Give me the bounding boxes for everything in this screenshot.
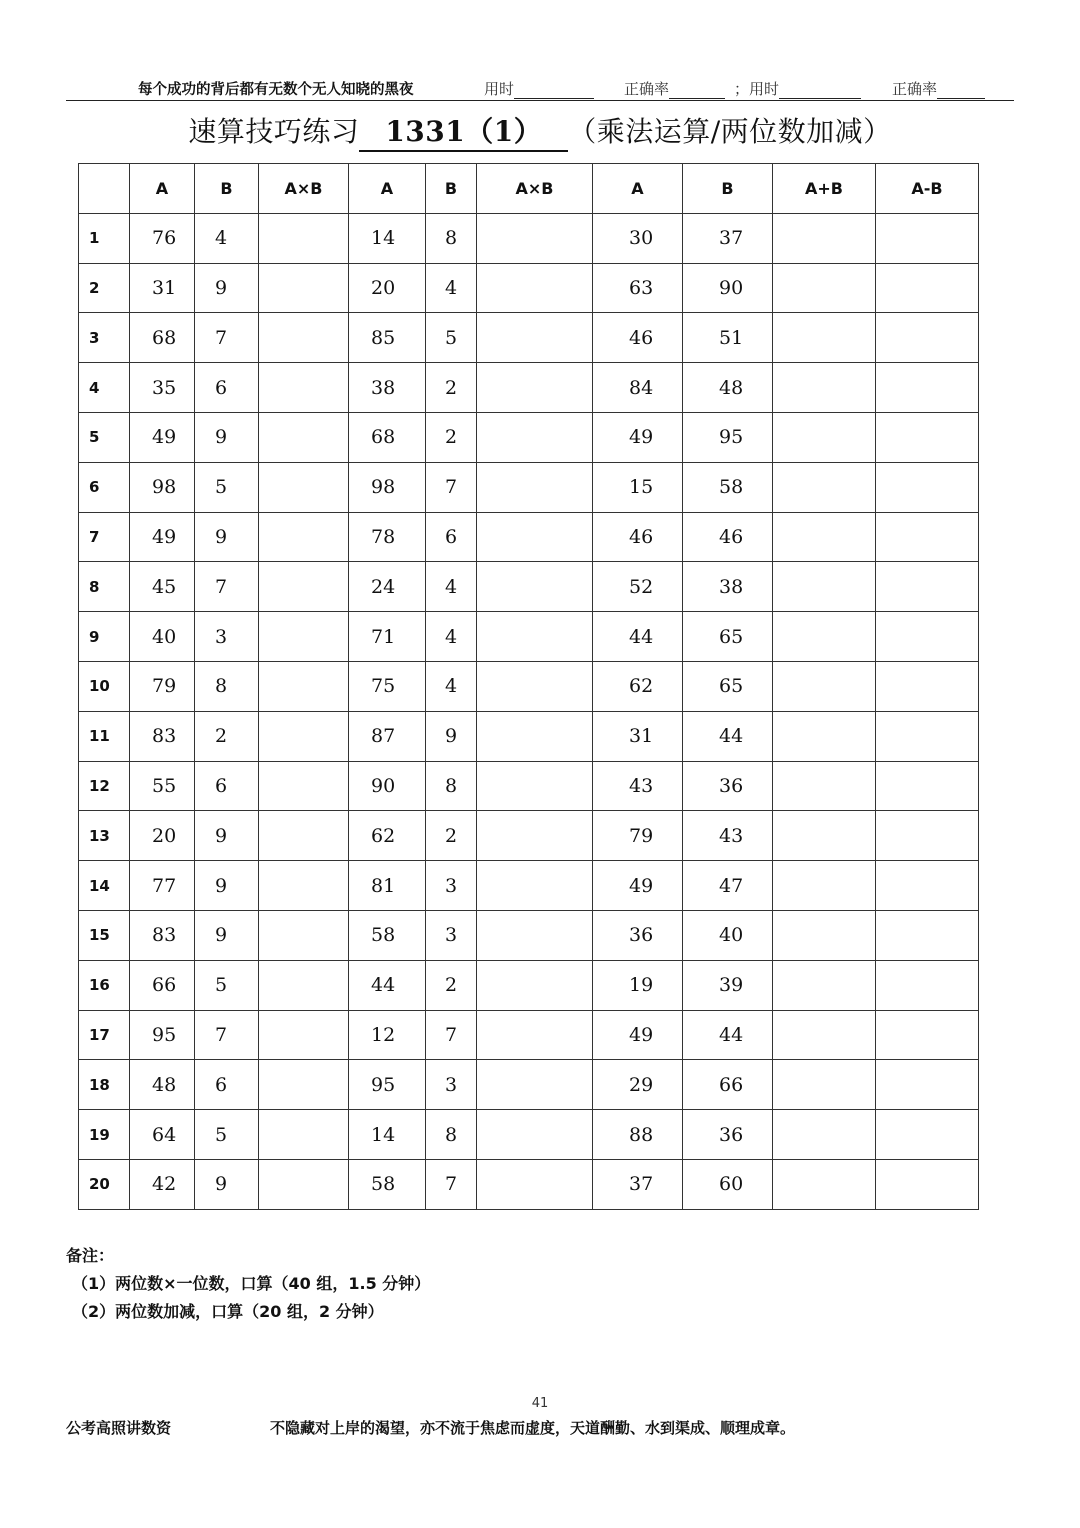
answer-cell[interactable] xyxy=(259,910,349,960)
value-cell: 5 xyxy=(195,462,259,512)
header-cell xyxy=(79,164,130,214)
answer-cell[interactable] xyxy=(477,213,593,263)
header-cell: A xyxy=(593,164,683,214)
answer-cell[interactable] xyxy=(477,512,593,562)
header-cell: A xyxy=(349,164,426,214)
answer-cell[interactable] xyxy=(773,562,876,612)
value-cell: 5 xyxy=(195,1110,259,1160)
table-row xyxy=(79,612,979,662)
value-cell: 40 xyxy=(130,612,195,662)
answer-cell[interactable] xyxy=(259,363,349,413)
table-row xyxy=(79,263,979,313)
accuracy-field-2: 正确率 xyxy=(892,78,985,99)
value-cell: 7 xyxy=(195,313,259,363)
row-number: 9 xyxy=(79,612,130,662)
value-cell: 83 xyxy=(130,910,195,960)
table-row xyxy=(79,512,979,562)
answer-cell[interactable] xyxy=(259,612,349,662)
value-cell: 2 xyxy=(426,960,477,1010)
answer-cell[interactable] xyxy=(477,1010,593,1060)
answer-cell[interactable] xyxy=(477,661,593,711)
answer-cell[interactable] xyxy=(477,1110,593,1160)
value-cell: 4 xyxy=(195,213,259,263)
value-cell: 7 xyxy=(426,1010,477,1060)
value-cell: 2 xyxy=(426,363,477,413)
value-cell: 65 xyxy=(683,612,773,662)
answer-cell[interactable] xyxy=(477,363,593,413)
row-number: 19 xyxy=(79,1110,130,1160)
value-cell: 83 xyxy=(130,711,195,761)
answer-cell[interactable] xyxy=(259,1159,349,1209)
answer-cell[interactable] xyxy=(876,562,979,612)
header-motto: 每个成功的背后都有无数个无人知晓的黑夜 xyxy=(138,82,414,98)
value-cell: 4 xyxy=(426,562,477,612)
row-number: 17 xyxy=(79,1010,130,1060)
value-cell: 58 xyxy=(349,910,426,960)
answer-cell[interactable] xyxy=(773,462,876,512)
answer-cell[interactable] xyxy=(876,512,979,562)
row-number: 18 xyxy=(79,1060,130,1110)
value-cell: 8 xyxy=(195,661,259,711)
row-number: 8 xyxy=(79,562,130,612)
row-number: 7 xyxy=(79,512,130,562)
value-cell: 71 xyxy=(349,612,426,662)
time-field-2: ；用时 xyxy=(734,78,861,99)
answer-cell[interactable] xyxy=(773,960,876,1010)
value-cell: 36 xyxy=(683,761,773,811)
value-cell: 88 xyxy=(593,1110,683,1160)
value-cell: 6 xyxy=(195,363,259,413)
value-cell: 43 xyxy=(683,811,773,861)
answer-cell[interactable] xyxy=(773,363,876,413)
answer-cell[interactable] xyxy=(876,861,979,911)
value-cell: 45 xyxy=(130,562,195,612)
answer-cell[interactable] xyxy=(773,1110,876,1160)
header-cell: A×B xyxy=(259,164,349,214)
practice-table xyxy=(78,163,979,1210)
value-cell: 98 xyxy=(349,462,426,512)
value-cell: 4 xyxy=(426,612,477,662)
value-cell: 46 xyxy=(683,512,773,562)
row-number: 13 xyxy=(79,811,130,861)
answer-cell[interactable] xyxy=(477,761,593,811)
footer-left: 公考高照讲数资 xyxy=(66,1419,172,1437)
header-cell: A×B xyxy=(477,164,593,214)
table-row xyxy=(79,1010,979,1060)
answer-cell[interactable] xyxy=(477,263,593,313)
value-cell: 51 xyxy=(683,313,773,363)
answer-cell[interactable] xyxy=(259,1110,349,1160)
value-cell: 6 xyxy=(195,1060,259,1110)
table-row xyxy=(79,562,979,612)
answer-cell[interactable] xyxy=(876,612,979,662)
note-2: （2）两位数加减，口算（20 组，2 分钟） xyxy=(72,1302,384,1321)
answer-cell[interactable] xyxy=(876,213,979,263)
value-cell: 9 xyxy=(195,811,259,861)
answer-cell[interactable] xyxy=(259,1060,349,1110)
value-cell: 79 xyxy=(130,661,195,711)
value-cell: 38 xyxy=(683,562,773,612)
value-cell: 66 xyxy=(130,960,195,1010)
value-cell: 7 xyxy=(426,462,477,512)
value-cell: 58 xyxy=(683,462,773,512)
notes-heading: 备注： xyxy=(66,1246,115,1265)
table-row xyxy=(79,363,979,413)
answer-cell[interactable] xyxy=(477,1060,593,1110)
answer-cell[interactable] xyxy=(259,761,349,811)
header-cell: B xyxy=(426,164,477,214)
row-number: 15 xyxy=(79,910,130,960)
header-cell: A+B xyxy=(773,164,876,214)
answer-cell[interactable] xyxy=(477,612,593,662)
answer-cell[interactable] xyxy=(876,1110,979,1160)
answer-cell[interactable] xyxy=(773,512,876,562)
answer-cell[interactable] xyxy=(259,1010,349,1060)
answer-cell[interactable] xyxy=(876,363,979,413)
table-row xyxy=(79,960,979,1010)
page-header xyxy=(66,76,1014,101)
value-cell: 39 xyxy=(683,960,773,1010)
answer-cell[interactable] xyxy=(259,711,349,761)
value-cell: 3 xyxy=(426,861,477,911)
value-cell: 44 xyxy=(683,711,773,761)
table-row xyxy=(79,213,979,263)
row-number: 5 xyxy=(79,412,130,462)
value-cell: 7 xyxy=(426,1159,477,1209)
answer-cell[interactable] xyxy=(477,1159,593,1209)
answer-cell[interactable] xyxy=(773,861,876,911)
value-cell: 3 xyxy=(195,612,259,662)
value-cell: 2 xyxy=(195,711,259,761)
value-cell: 78 xyxy=(349,512,426,562)
page-title xyxy=(0,112,1080,152)
answer-cell[interactable] xyxy=(876,313,979,363)
header-cell: A-B xyxy=(876,164,979,214)
value-cell: 9 xyxy=(195,512,259,562)
answer-cell[interactable] xyxy=(876,661,979,711)
value-cell: 9 xyxy=(195,263,259,313)
footer-center: 不隐藏对上岸的渴望，亦不流于焦虑而虚度，天道酬勤、水到渠成、顺理成章。 xyxy=(270,1419,796,1437)
value-cell: 84 xyxy=(593,363,683,413)
value-cell: 40 xyxy=(683,910,773,960)
answer-cell[interactable] xyxy=(477,960,593,1010)
value-cell: 15 xyxy=(593,462,683,512)
answer-cell[interactable] xyxy=(477,711,593,761)
value-cell: 35 xyxy=(130,363,195,413)
value-cell: 48 xyxy=(683,363,773,413)
title-suffix: （乘法运算/两位数加减） xyxy=(568,115,892,148)
table-row xyxy=(79,861,979,911)
value-cell: 5 xyxy=(426,313,477,363)
value-cell: 62 xyxy=(593,661,683,711)
title-code: 1331（1） xyxy=(359,114,568,152)
answer-cell[interactable] xyxy=(773,811,876,861)
value-cell: 75 xyxy=(349,661,426,711)
value-cell: 19 xyxy=(593,960,683,1010)
value-cell: 20 xyxy=(349,263,426,313)
value-cell: 55 xyxy=(130,761,195,811)
header-cell: B xyxy=(195,164,259,214)
value-cell: 4 xyxy=(426,263,477,313)
answer-cell[interactable] xyxy=(876,1060,979,1110)
accuracy-field-1: 正确率 xyxy=(624,78,725,99)
row-number: 10 xyxy=(79,661,130,711)
answer-cell[interactable] xyxy=(477,412,593,462)
answer-cell[interactable] xyxy=(773,1060,876,1110)
value-cell: 2 xyxy=(426,412,477,462)
value-cell: 9 xyxy=(195,412,259,462)
header-cell: B xyxy=(683,164,773,214)
value-cell: 63 xyxy=(593,263,683,313)
value-cell: 7 xyxy=(195,562,259,612)
value-cell: 36 xyxy=(593,910,683,960)
value-cell: 81 xyxy=(349,861,426,911)
answer-cell[interactable] xyxy=(773,761,876,811)
title-prefix: 速算技巧练习 xyxy=(188,115,360,148)
value-cell: 3 xyxy=(426,910,477,960)
value-cell: 79 xyxy=(593,811,683,861)
answer-cell[interactable] xyxy=(876,462,979,512)
value-cell: 52 xyxy=(593,562,683,612)
value-cell: 29 xyxy=(593,1060,683,1110)
value-cell: 14 xyxy=(349,1110,426,1160)
row-number: 6 xyxy=(79,462,130,512)
table-row xyxy=(79,462,979,512)
answer-cell[interactable] xyxy=(876,711,979,761)
value-cell: 4 xyxy=(426,661,477,711)
answer-cell[interactable] xyxy=(259,661,349,711)
value-cell: 66 xyxy=(683,1060,773,1110)
table-row xyxy=(79,313,979,363)
value-cell: 49 xyxy=(593,1010,683,1060)
header-cell: A xyxy=(130,164,195,214)
value-cell: 31 xyxy=(593,711,683,761)
value-cell: 49 xyxy=(130,412,195,462)
value-cell: 90 xyxy=(349,761,426,811)
value-cell: 20 xyxy=(130,811,195,861)
answer-cell[interactable] xyxy=(477,462,593,512)
notes xyxy=(66,1242,430,1326)
answer-cell[interactable] xyxy=(773,1010,876,1060)
value-cell: 12 xyxy=(349,1010,426,1060)
answer-cell[interactable] xyxy=(477,861,593,911)
value-cell: 36 xyxy=(683,1110,773,1160)
value-cell: 65 xyxy=(683,661,773,711)
value-cell: 98 xyxy=(130,462,195,512)
row-number: 3 xyxy=(79,313,130,363)
answer-cell[interactable] xyxy=(259,861,349,911)
value-cell: 2 xyxy=(426,811,477,861)
value-cell: 24 xyxy=(349,562,426,612)
answer-cell[interactable] xyxy=(773,1159,876,1209)
value-cell: 43 xyxy=(593,761,683,811)
answer-cell[interactable] xyxy=(876,263,979,313)
row-number: 20 xyxy=(79,1159,130,1209)
answer-cell[interactable] xyxy=(259,263,349,313)
value-cell: 5 xyxy=(195,960,259,1010)
answer-cell[interactable] xyxy=(477,313,593,363)
value-cell: 14 xyxy=(349,213,426,263)
answer-cell[interactable] xyxy=(876,1159,979,1209)
value-cell: 8 xyxy=(426,1110,477,1160)
value-cell: 37 xyxy=(683,213,773,263)
answer-cell[interactable] xyxy=(259,412,349,462)
table-header-row xyxy=(79,164,979,214)
page-number: 41 xyxy=(531,1396,549,1411)
table-row xyxy=(79,811,979,861)
answer-cell[interactable] xyxy=(259,213,349,263)
answer-cell[interactable] xyxy=(259,313,349,363)
value-cell: 8 xyxy=(426,761,477,811)
table-row xyxy=(79,412,979,462)
value-cell: 7 xyxy=(195,1010,259,1060)
answer-cell[interactable] xyxy=(773,412,876,462)
value-cell: 76 xyxy=(130,213,195,263)
answer-cell[interactable] xyxy=(773,263,876,313)
answer-cell[interactable] xyxy=(259,462,349,512)
value-cell: 42 xyxy=(130,1159,195,1209)
row-number: 12 xyxy=(79,761,130,811)
row-number: 1 xyxy=(79,213,130,263)
value-cell: 90 xyxy=(683,263,773,313)
value-cell: 95 xyxy=(130,1010,195,1060)
value-cell: 30 xyxy=(593,213,683,263)
value-cell: 49 xyxy=(130,512,195,562)
row-number: 14 xyxy=(79,861,130,911)
value-cell: 44 xyxy=(593,612,683,662)
value-cell: 6 xyxy=(195,761,259,811)
answer-cell[interactable] xyxy=(259,960,349,1010)
table-row xyxy=(79,1060,979,1110)
answer-cell[interactable] xyxy=(876,811,979,861)
answer-cell[interactable] xyxy=(773,910,876,960)
table-row xyxy=(79,1159,979,1209)
value-cell: 48 xyxy=(130,1060,195,1110)
value-cell: 62 xyxy=(349,811,426,861)
answer-cell[interactable] xyxy=(259,811,349,861)
row-number: 2 xyxy=(79,263,130,313)
value-cell: 58 xyxy=(349,1159,426,1209)
value-cell: 6 xyxy=(426,512,477,562)
answer-cell[interactable] xyxy=(773,313,876,363)
value-cell: 47 xyxy=(683,861,773,911)
answer-cell[interactable] xyxy=(876,1010,979,1060)
answer-cell[interactable] xyxy=(773,711,876,761)
answer-cell[interactable] xyxy=(876,910,979,960)
value-cell: 87 xyxy=(349,711,426,761)
value-cell: 8 xyxy=(426,213,477,263)
value-cell: 31 xyxy=(130,263,195,313)
value-cell: 9 xyxy=(195,910,259,960)
value-cell: 64 xyxy=(130,1110,195,1160)
value-cell: 46 xyxy=(593,313,683,363)
note-1: （1）两位数×一位数，口算（40 组，1.5 分钟） xyxy=(72,1274,431,1293)
value-cell: 68 xyxy=(349,412,426,462)
row-number: 11 xyxy=(79,711,130,761)
value-cell: 44 xyxy=(349,960,426,1010)
answer-cell[interactable] xyxy=(876,960,979,1010)
answer-cell[interactable] xyxy=(477,910,593,960)
answer-cell[interactable] xyxy=(259,562,349,612)
answer-cell[interactable] xyxy=(876,761,979,811)
value-cell: 49 xyxy=(593,412,683,462)
value-cell: 44 xyxy=(683,1010,773,1060)
value-cell: 95 xyxy=(349,1060,426,1110)
value-cell: 77 xyxy=(130,861,195,911)
answer-cell[interactable] xyxy=(773,661,876,711)
table-row xyxy=(79,910,979,960)
value-cell: 46 xyxy=(593,512,683,562)
answer-cell[interactable] xyxy=(773,213,876,263)
answer-cell[interactable] xyxy=(477,562,593,612)
row-number: 4 xyxy=(79,363,130,413)
table-row xyxy=(79,1110,979,1160)
answer-cell[interactable] xyxy=(876,412,979,462)
value-cell: 9 xyxy=(426,711,477,761)
value-cell: 38 xyxy=(349,363,426,413)
answer-cell[interactable] xyxy=(773,612,876,662)
value-cell: 9 xyxy=(195,1159,259,1209)
value-cell: 85 xyxy=(349,313,426,363)
value-cell: 49 xyxy=(593,861,683,911)
row-number: 16 xyxy=(79,960,130,1010)
value-cell: 3 xyxy=(426,1060,477,1110)
value-cell: 37 xyxy=(593,1159,683,1209)
answer-cell[interactable] xyxy=(259,512,349,562)
table-row xyxy=(79,661,979,711)
table-row xyxy=(79,761,979,811)
value-cell: 95 xyxy=(683,412,773,462)
table-row xyxy=(79,711,979,761)
time-field-1: 用时 xyxy=(484,78,594,99)
value-cell: 9 xyxy=(195,861,259,911)
value-cell: 68 xyxy=(130,313,195,363)
answer-cell[interactable] xyxy=(477,811,593,861)
value-cell: 60 xyxy=(683,1159,773,1209)
